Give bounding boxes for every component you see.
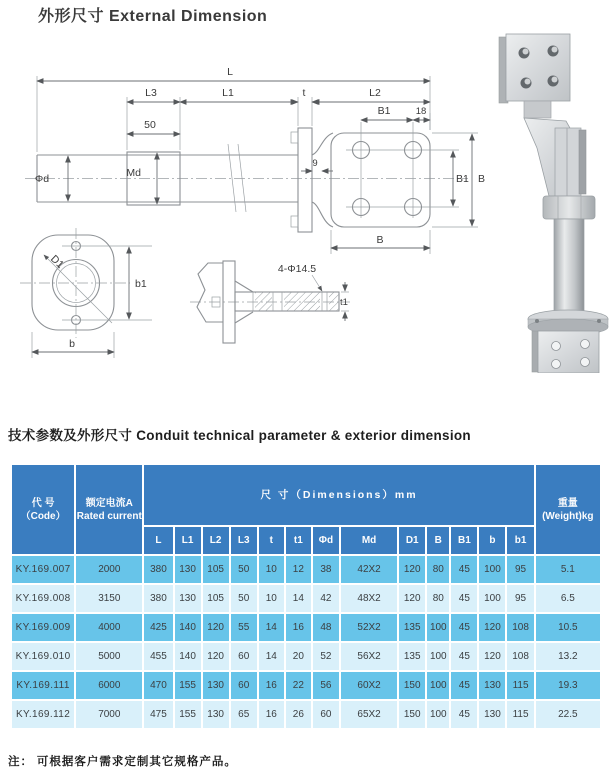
dim-L <box>37 66 430 152</box>
cell-dim-b: 100 <box>478 584 506 613</box>
col-header-b: b <box>478 526 506 555</box>
col-header-code <box>11 464 75 555</box>
col-header-t: t <box>258 526 285 555</box>
cell-dim-L: 425 <box>143 613 173 642</box>
dim-9 <box>301 158 333 171</box>
table-row <box>11 642 601 671</box>
cell-dim-t: 14 <box>258 642 285 671</box>
cell-dim-b1: 95 <box>506 555 534 584</box>
col-header-D1: D1 <box>398 526 426 555</box>
dimension-drawing <box>0 60 500 405</box>
cell-dim-b1: 108 <box>506 613 534 642</box>
svg-text:b: b <box>69 338 75 350</box>
cell-dim-L3: 60 <box>230 642 258 671</box>
cell-dim-Md: 42X2 <box>340 555 398 584</box>
cell-dim-D1: 120 <box>398 584 426 613</box>
svg-text:L2: L2 <box>369 87 381 99</box>
busbar-photo-shape <box>499 34 608 373</box>
weight-header-zh: 重量 <box>557 497 578 509</box>
cell-dim-L: 455 <box>143 642 173 671</box>
cell-dim-Φd: 52 <box>312 642 340 671</box>
cell-dim-b: 120 <box>478 642 506 671</box>
cell-dim-D1: 120 <box>398 555 426 584</box>
col-header-L3: L3 <box>230 526 258 555</box>
cell-weight: 13.2 <box>535 642 601 671</box>
table-row <box>11 555 601 584</box>
cell-dim-L1: 155 <box>174 700 202 729</box>
code-header-en: （Code） <box>20 510 66 522</box>
cell-dim-t: 16 <box>258 700 285 729</box>
cell-dim-t: 10 <box>258 584 285 613</box>
cell-dim-B1: 45 <box>450 700 478 729</box>
cell-dim-L1: 130 <box>174 584 202 613</box>
svg-text:t1: t1 <box>340 297 348 308</box>
cell-dim-b1: 115 <box>506 671 534 700</box>
cell-dim-t1: 14 <box>285 584 312 613</box>
cell-dim-B: 80 <box>426 584 450 613</box>
cell-dim-t1: 22 <box>285 671 312 700</box>
cell-rated-current: 2000 <box>75 555 143 584</box>
cell-dim-B1: 45 <box>450 642 478 671</box>
flange-front-view <box>20 228 152 358</box>
cell-dim-t: 16 <box>258 671 285 700</box>
cell-dim-L3: 65 <box>230 700 258 729</box>
current-header-en: Rated current <box>76 510 142 522</box>
cell-dim-L2: 130 <box>202 700 230 729</box>
cell-dim-Φd: 60 <box>312 700 340 729</box>
cell-dim-L2: 105 <box>202 584 230 613</box>
cell-rated-current: 6000 <box>75 671 143 700</box>
cell-dim-B1: 45 <box>450 613 478 642</box>
cell-dim-L: 470 <box>143 671 173 700</box>
svg-text:B: B <box>478 173 486 185</box>
current-header-zh: 额定电流A <box>85 497 133 509</box>
cell-code: KY.169.112 <box>11 700 75 729</box>
cell-rated-current: 4000 <box>75 613 143 642</box>
col-header-current <box>75 464 143 555</box>
cell-code: KY.169.008 <box>11 584 75 613</box>
cell-dim-D1: 135 <box>398 613 426 642</box>
cell-dim-L3: 55 <box>230 613 258 642</box>
svg-text:B: B <box>376 234 384 246</box>
cell-rated-current: 7000 <box>75 700 143 729</box>
col-header-b1: b1 <box>506 526 534 555</box>
cell-dim-L1: 140 <box>174 642 202 671</box>
weight-header-en: (Weight)kg <box>542 510 594 522</box>
section-title: 技术参数及外形尺寸 Conduit technical parameter & exterior dimension <box>8 428 471 443</box>
cell-dim-L2: 130 <box>202 671 230 700</box>
cell-dim-Φd: 38 <box>312 555 340 584</box>
spec-table <box>10 463 602 730</box>
cell-weight: 5.1 <box>535 555 601 584</box>
terminal-side-view <box>190 261 350 343</box>
cell-dim-b: 120 <box>478 613 506 642</box>
table-row <box>11 671 601 700</box>
dim-L3-L1-t-L2 <box>127 87 430 150</box>
svg-text:Md: Md <box>126 167 141 179</box>
cell-dim-D1: 150 <box>398 700 426 729</box>
col-header-Φd: Φd <box>312 526 340 555</box>
cell-dim-B1: 45 <box>450 555 478 584</box>
spec-table-wrap <box>10 463 602 730</box>
cell-dim-b: 130 <box>478 671 506 700</box>
cell-dim-B: 100 <box>426 671 450 700</box>
table-row <box>11 584 601 613</box>
svg-text:50: 50 <box>144 119 156 131</box>
cell-dim-Md: 60X2 <box>340 671 398 700</box>
cell-dim-L3: 50 <box>230 555 258 584</box>
cell-dim-t1: 20 <box>285 642 312 671</box>
page-title: 外形尺寸 External Dimension <box>38 8 268 25</box>
cell-weight: 22.5 <box>535 700 601 729</box>
table-row <box>11 700 601 729</box>
svg-text:18: 18 <box>415 106 427 117</box>
product-photo <box>493 28 612 373</box>
cell-dim-D1: 135 <box>398 642 426 671</box>
col-header-Md: Md <box>340 526 398 555</box>
cell-dim-t: 10 <box>258 555 285 584</box>
svg-text:b1: b1 <box>135 278 147 290</box>
col-header-t1: t1 <box>285 526 312 555</box>
cell-dim-t: 14 <box>258 613 285 642</box>
cell-dim-Φd: 48 <box>312 613 340 642</box>
cell-dim-b1: 108 <box>506 642 534 671</box>
svg-text:B1: B1 <box>377 105 391 117</box>
cell-code: KY.169.009 <box>11 613 75 642</box>
svg-text:4-Φ14.5: 4-Φ14.5 <box>277 263 317 275</box>
svg-text:L1: L1 <box>222 87 234 99</box>
svg-text:t: t <box>302 87 306 99</box>
cell-dim-L: 380 <box>143 584 173 613</box>
cell-dim-L1: 130 <box>174 555 202 584</box>
svg-text:L: L <box>227 66 233 78</box>
terminal-block <box>331 122 459 227</box>
col-header-B1: B1 <box>450 526 478 555</box>
col-header-dimensions: 尺 寸（Dimensions）mm <box>143 464 534 526</box>
code-header-zh: 代 号 <box>31 497 55 509</box>
col-header-weight <box>535 464 601 555</box>
cell-dim-b: 130 <box>478 700 506 729</box>
cell-code: KY.169.007 <box>11 555 75 584</box>
cell-dim-Md: 65X2 <box>340 700 398 729</box>
col-header-L1: L1 <box>174 526 202 555</box>
shaft-outline <box>34 128 333 232</box>
svg-text:L3: L3 <box>145 87 157 99</box>
dim-B1-B <box>331 133 485 254</box>
cell-dim-L: 380 <box>143 555 173 584</box>
svg-text:D1: D1 <box>48 252 67 271</box>
cell-dim-L2: 120 <box>202 613 230 642</box>
cell-dim-L3: 50 <box>230 584 258 613</box>
cell-dim-L2: 120 <box>202 642 230 671</box>
table-row <box>11 613 601 642</box>
cell-dim-L: 475 <box>143 700 173 729</box>
cell-dim-B1: 45 <box>450 671 478 700</box>
cell-dim-D1: 150 <box>398 671 426 700</box>
cell-dim-L1: 140 <box>174 613 202 642</box>
cell-dim-B: 80 <box>426 555 450 584</box>
cell-dim-B: 100 <box>426 700 450 729</box>
cell-dim-b1: 95 <box>506 584 534 613</box>
svg-text:Φd: Φd <box>34 173 50 185</box>
cell-dim-b1: 115 <box>506 700 534 729</box>
cell-dim-L2: 105 <box>202 555 230 584</box>
cell-dim-Φd: 42 <box>312 584 340 613</box>
col-header-B: B <box>426 526 450 555</box>
cell-weight: 6.5 <box>535 584 601 613</box>
cell-rated-current: 5000 <box>75 642 143 671</box>
cell-dim-t1: 12 <box>285 555 312 584</box>
cell-dim-t1: 26 <box>285 700 312 729</box>
cell-dim-L3: 60 <box>230 671 258 700</box>
cell-dim-Φd: 56 <box>312 671 340 700</box>
cell-code: KY.169.111 <box>11 671 75 700</box>
cell-code: KY.169.010 <box>11 642 75 671</box>
col-header-L2: L2 <box>202 526 230 555</box>
cell-dim-B: 100 <box>426 613 450 642</box>
cell-dim-Md: 48X2 <box>340 584 398 613</box>
cell-dim-t1: 16 <box>285 613 312 642</box>
svg-text:9: 9 <box>312 158 318 169</box>
dim-50 <box>127 119 180 134</box>
cell-weight: 10.5 <box>535 613 601 642</box>
cell-dim-Md: 56X2 <box>340 642 398 671</box>
col-header-L: L <box>143 526 173 555</box>
cell-dim-Md: 52X2 <box>340 613 398 642</box>
footer-note: 注： 可根据客户需求定制其它规格产品。 <box>8 756 237 768</box>
cell-dim-b: 100 <box>478 555 506 584</box>
cell-rated-current: 3150 <box>75 584 143 613</box>
cell-dim-L1: 155 <box>174 671 202 700</box>
cell-dim-B1: 45 <box>450 584 478 613</box>
dim-B1-18 <box>361 105 430 130</box>
cell-dim-B: 100 <box>426 642 450 671</box>
cell-weight: 19.3 <box>535 671 601 700</box>
svg-text:B1: B1 <box>456 173 469 185</box>
